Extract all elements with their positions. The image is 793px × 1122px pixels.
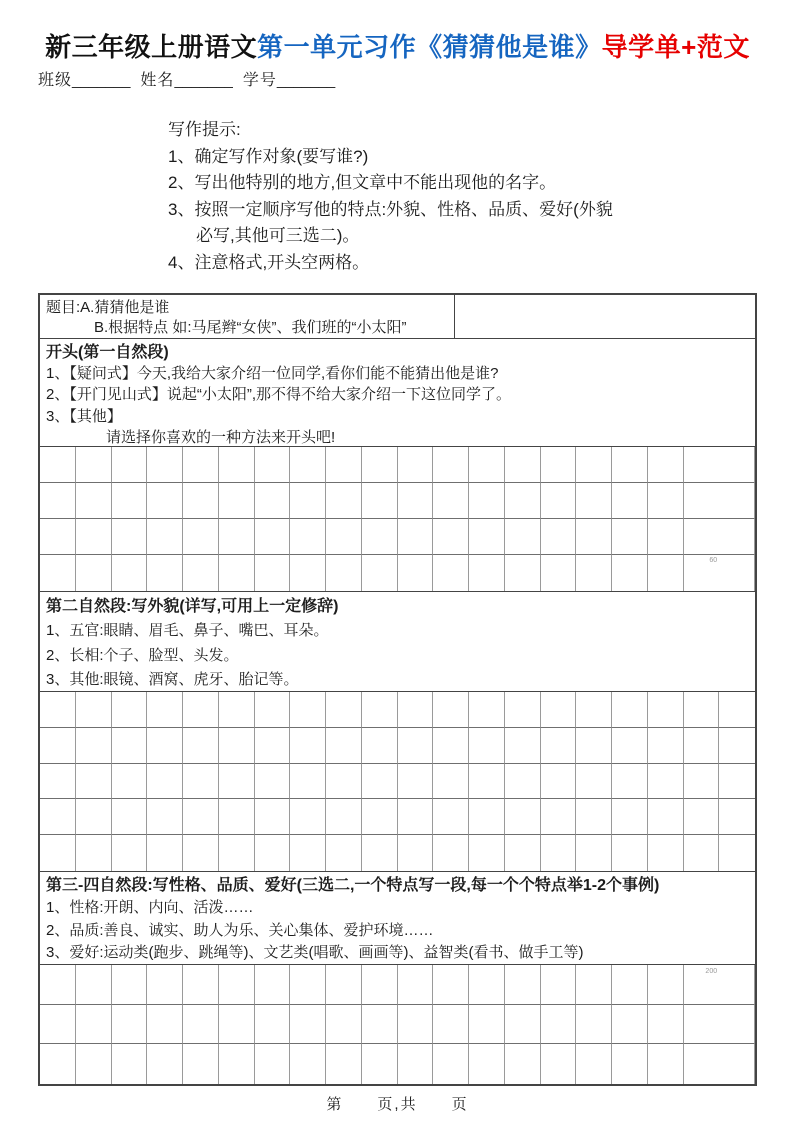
grid-cell: [147, 764, 183, 800]
grid-cell: [76, 1044, 112, 1084]
grid-cell: [433, 692, 469, 728]
grid-cell: [469, 965, 505, 1005]
grid-cell: [255, 799, 291, 835]
grid-cell: [433, 483, 469, 519]
section-appearance-header: 第二自然段:写外貌(详写,可用上一定修辞): [46, 598, 339, 615]
grid-cell: [719, 519, 755, 555]
grid-cell: [469, 835, 505, 871]
section-appearance-line-2: 2、长相:个子、脸型、头发。: [46, 646, 239, 664]
section-appearance-line-1: 1、五官:眼睛、眉毛、鼻子、嘴巴、耳朵。: [46, 622, 329, 640]
grid-cell: [219, 519, 255, 555]
grid-cell: [362, 764, 398, 800]
class-blank: _______: [72, 72, 131, 89]
topic-cell: [40, 295, 455, 338]
section-opening: [40, 339, 755, 447]
title-part-unit: 第一单元习作《猜猜他是谁》: [257, 32, 602, 62]
grid-cell: [76, 519, 112, 555]
tips-line-3: 3、按照一定顺序写他的特点:外貌、性格、品质、爱好(外貌: [168, 199, 613, 219]
grid-cell: [612, 447, 648, 483]
grid-cell: [183, 835, 219, 871]
grid-cell: [433, 835, 469, 871]
section-appearance: [40, 592, 755, 692]
grid-cell: [76, 483, 112, 519]
grid-cell: [112, 1044, 148, 1084]
grid-cell: [219, 692, 255, 728]
grid-cell: [684, 483, 720, 519]
grid-cell: [541, 447, 577, 483]
grid-cell: [219, 764, 255, 800]
grid-cell: [648, 799, 684, 835]
topic-empty-cell: [455, 295, 755, 338]
grid-cell: [469, 728, 505, 764]
grid-cell: [505, 728, 541, 764]
grid-cell: [719, 447, 755, 483]
grid-cell: [290, 692, 326, 728]
grid-cell: [362, 555, 398, 591]
grid-cell: [362, 1044, 398, 1084]
grid-cell: [290, 519, 326, 555]
grid-cell: [648, 835, 684, 871]
grid-cell: [362, 519, 398, 555]
grid-cell: [719, 1044, 755, 1084]
grid-cell: [612, 555, 648, 591]
grid-cell: [40, 519, 76, 555]
section-personality-line-1: 1、性格:开朗、内向、活泼……: [46, 899, 254, 917]
grid-cell: [290, 447, 326, 483]
char-count-marker-200: 200: [705, 968, 718, 975]
writing-tips: [168, 117, 757, 276]
grid-cell: [398, 1044, 434, 1084]
section-personality-line-3: 3、爱好:运动类(跑步、跳绳等)、文艺类(唱歌、画画等)、益智类(看书、做手工等): [46, 944, 584, 962]
grid-cell: [290, 799, 326, 835]
grid-cell: [505, 519, 541, 555]
grid-cell: [255, 447, 291, 483]
grid-cell: [433, 447, 469, 483]
grid-cell: [684, 728, 720, 764]
grid-cell: [326, 1005, 362, 1045]
grid-cell: [648, 483, 684, 519]
grid-cell: [541, 483, 577, 519]
grid-cell: [398, 519, 434, 555]
grid-cell: [576, 447, 612, 483]
grid-cell: [255, 764, 291, 800]
grid-cell: [648, 555, 684, 591]
grid-cell: [362, 692, 398, 728]
grid-cell: [255, 1044, 291, 1084]
grid-cell: [40, 692, 76, 728]
grid-cell: [183, 1005, 219, 1045]
grid-cell: [290, 555, 326, 591]
grid-cell: [505, 1005, 541, 1045]
grid-cell: [326, 447, 362, 483]
grid-cell: [719, 1005, 755, 1045]
grid-cell: [541, 799, 577, 835]
grid-cell: [290, 1044, 326, 1084]
grid-cell: [576, 965, 612, 1005]
grid-cell: [219, 799, 255, 835]
grid-cell: [541, 835, 577, 871]
grid-cell: [76, 835, 112, 871]
grid-cell: [147, 799, 183, 835]
grid-cell: [541, 1005, 577, 1045]
grid-cell: [541, 692, 577, 728]
grid-cell: [326, 835, 362, 871]
grid-cell: [112, 728, 148, 764]
grid-cell: [684, 519, 720, 555]
grid-cell: [576, 555, 612, 591]
grid-cell: [505, 764, 541, 800]
grid-cell: [183, 764, 219, 800]
grid-cell: [541, 1044, 577, 1084]
grid-cell: [505, 1044, 541, 1084]
grid-cell: [255, 835, 291, 871]
grid-cell: [219, 447, 255, 483]
grid-cell: [255, 519, 291, 555]
section-personality-line-2: 2、品质:善良、诚实、助人为乐、关心集体、爱护环境……: [46, 921, 434, 939]
grid-cell: [40, 1005, 76, 1045]
grid-cell: [76, 692, 112, 728]
grid-cell: [505, 555, 541, 591]
section-opening-line-2: 2、【开门见山式】说起“小太阳”,那不得不给大家介绍一下这位同学了。: [46, 386, 512, 404]
grid-cell: [398, 483, 434, 519]
grid-cell: [505, 483, 541, 519]
grid-cell: [612, 965, 648, 1005]
grid-cell: [398, 764, 434, 800]
grid-cell: [612, 483, 648, 519]
tips-line-1: 1、确定写作对象(要写谁?): [168, 146, 369, 166]
grid-cell: [112, 764, 148, 800]
grid-cell: [362, 1005, 398, 1045]
grid-cell: [576, 799, 612, 835]
grid-cell: [112, 483, 148, 519]
grid-cell: [576, 1044, 612, 1084]
grid-cell: [541, 519, 577, 555]
tips-heading: 写作提示:: [168, 120, 241, 139]
grid-cell: [290, 728, 326, 764]
grid-cell: [219, 555, 255, 591]
grid-cell: [362, 728, 398, 764]
grid-cell: [183, 728, 219, 764]
grid-cell: [183, 799, 219, 835]
grid-cell: [719, 483, 755, 519]
grid-cell: [219, 1005, 255, 1045]
section-appearance-line-3: 3、其他:眼镜、酒窝、虎牙、胎记等。: [46, 671, 299, 689]
grid-cell: [183, 555, 219, 591]
grid-cell: [362, 447, 398, 483]
grid-cell: [40, 764, 76, 800]
grid-cell: [40, 483, 76, 519]
writing-grid-personality: [40, 965, 755, 1084]
grid-cell: [398, 447, 434, 483]
grid-cell: [40, 1044, 76, 1084]
grid-cell: [40, 555, 76, 591]
grid-cell: [147, 835, 183, 871]
grid-cell: [326, 519, 362, 555]
grid-cell: [469, 799, 505, 835]
grid-cell: [541, 764, 577, 800]
grid-cell: [147, 1005, 183, 1045]
grid-cell: [183, 483, 219, 519]
grid-cell: [40, 447, 76, 483]
grid-cell: [147, 483, 183, 519]
grid-cell: [576, 519, 612, 555]
class-label: 班级: [38, 72, 73, 89]
grid-cell: [648, 764, 684, 800]
grid-cell: [719, 835, 755, 871]
section-personality: [40, 872, 755, 965]
grid-cell: [76, 799, 112, 835]
grid-cell: [290, 835, 326, 871]
grid-cell: [290, 764, 326, 800]
writing-grid-appearance: [40, 692, 755, 872]
grid-cell: [576, 728, 612, 764]
grid-cell: [362, 483, 398, 519]
grid-cell: [684, 447, 720, 483]
grid-cell: [147, 1044, 183, 1084]
grid-cell: [76, 764, 112, 800]
grid-cell: [398, 799, 434, 835]
grid-cell: [648, 965, 684, 1005]
grid-cell: [684, 1005, 720, 1045]
grid-cell: [541, 728, 577, 764]
grid-cell: [433, 555, 469, 591]
grid-cell: [648, 447, 684, 483]
title-part-type: 导学单+范文: [601, 32, 750, 62]
grid-cell: [219, 728, 255, 764]
grid-cell: [612, 764, 648, 800]
name-label: 姓名: [140, 72, 175, 89]
grid-cell: [147, 555, 183, 591]
grid-cell: [398, 965, 434, 1005]
grid-cell: [648, 1005, 684, 1045]
grid-cell: [183, 1044, 219, 1084]
grid-cell: [40, 965, 76, 1005]
grid-cell: [505, 447, 541, 483]
grid-cell: [183, 519, 219, 555]
title-part-course: 新三年级上册语文: [45, 32, 258, 62]
tips-line-2: 2、写出他特别的地方,但文章中不能出现他的名字。: [168, 173, 557, 192]
grid-cell: [648, 1044, 684, 1084]
grid-cell: [719, 965, 755, 1005]
grid-cell: [505, 965, 541, 1005]
topic-line-1: 题目:A.猜猜他是谁: [46, 299, 170, 316]
section-opening-line-1: 1、【疑问式】今天,我给大家介绍一位同学,看你们能不能猜出他是谁?: [46, 365, 499, 383]
grid-cell: [362, 965, 398, 1005]
grid-cell: [541, 555, 577, 591]
grid-cell: [469, 483, 505, 519]
grid-cell: [469, 447, 505, 483]
grid-cell: [648, 692, 684, 728]
grid-cell: [612, 1005, 648, 1045]
grid-cell: [612, 519, 648, 555]
grid-cell: [576, 692, 612, 728]
grid-cell: [112, 835, 148, 871]
grid-cell: [433, 519, 469, 555]
grid-cell: [684, 764, 720, 800]
grid-cell: [76, 1005, 112, 1045]
grid-cell: [505, 692, 541, 728]
grid-cell: [76, 728, 112, 764]
grid-cell: [719, 764, 755, 800]
grid-cell: [219, 483, 255, 519]
grid-cell: [433, 764, 469, 800]
grid-cell: [469, 1005, 505, 1045]
grid-cell: [576, 483, 612, 519]
grid-cell: [398, 728, 434, 764]
grid-cell: [112, 519, 148, 555]
grid-cell: [684, 1044, 720, 1084]
name-blank: _______: [174, 72, 233, 89]
grid-cell: [255, 965, 291, 1005]
grid-cell: [326, 483, 362, 519]
grid-cell: [40, 728, 76, 764]
grid-cell: [40, 835, 76, 871]
grid-cell: [433, 799, 469, 835]
grid-cell: [76, 965, 112, 1005]
grid-cell: [719, 692, 755, 728]
grid-cell: [326, 799, 362, 835]
grid-cell: [576, 764, 612, 800]
topic-line-2: B.根据特点 如:马尾辫“女侠”、我们班的“小太阳”: [94, 319, 407, 336]
grid-cell: [505, 835, 541, 871]
grid-cell: [76, 555, 112, 591]
student-id-blank: _______: [276, 72, 336, 89]
grid-cell: [183, 692, 219, 728]
section-personality-header: 第三-四自然段:写性格、品质、爱好(三选二,一个特点写一段,每一个个特点举1-2个事例): [46, 877, 660, 894]
grid-cell: [541, 965, 577, 1005]
grid-cell: [290, 483, 326, 519]
grid-cell: [76, 447, 112, 483]
grid-cell: [290, 965, 326, 1005]
grid-cell: [469, 519, 505, 555]
grid-cell: [398, 692, 434, 728]
grid-cell: [398, 835, 434, 871]
tips-line-3-continued: 必写,其他可三选二)。: [196, 226, 360, 245]
grid-cell: [612, 799, 648, 835]
grid-cell: [112, 1005, 148, 1045]
grid-cell: [505, 799, 541, 835]
grid-cell: [147, 692, 183, 728]
grid-cell: [255, 555, 291, 591]
grid-cell: [433, 1044, 469, 1084]
grid-cell: [612, 835, 648, 871]
grid-cell: [648, 728, 684, 764]
grid-cell: [255, 483, 291, 519]
grid-cell: [147, 447, 183, 483]
student-info-line: [38, 67, 757, 91]
grid-cell: [576, 1005, 612, 1045]
grid-cell: [612, 728, 648, 764]
grid-cell: [362, 835, 398, 871]
grid-cell: [326, 764, 362, 800]
student-id-label: 学号: [242, 72, 277, 89]
grid-cell: [719, 799, 755, 835]
grid-cell: [469, 764, 505, 800]
grid-cell: [398, 1005, 434, 1045]
grid-cell: [219, 835, 255, 871]
grid-cell: [684, 835, 720, 871]
section-opening-line-3: 3、【其他】: [46, 407, 122, 425]
grid-cell: [326, 965, 362, 1005]
tips-line-4: 4、注意格式,开头空两格。: [168, 252, 370, 272]
grid-cell: [112, 447, 148, 483]
grid-cell: [433, 965, 469, 1005]
grid-cell: [219, 965, 255, 1005]
grid-cell: [219, 1044, 255, 1084]
grid-cell: [612, 1044, 648, 1084]
grid-cell: [290, 1005, 326, 1045]
grid-cell: [147, 965, 183, 1005]
grid-cell: [719, 728, 755, 764]
grid-cell: [469, 555, 505, 591]
grid-cell: [469, 1044, 505, 1084]
grid-cell: [612, 692, 648, 728]
grid-cell: [326, 1044, 362, 1084]
grid-cell: [433, 728, 469, 764]
grid-cell: [684, 692, 720, 728]
grid-cell: [255, 728, 291, 764]
grid-cell: [684, 799, 720, 835]
grid-cell: [112, 692, 148, 728]
section-opening-header: 开头(第一自然段): [46, 344, 169, 361]
grid-cell: [326, 555, 362, 591]
grid-cell: [255, 692, 291, 728]
grid-cell: [40, 799, 76, 835]
grid-cell: [112, 555, 148, 591]
grid-cell: [255, 1005, 291, 1045]
grid-cell: [147, 519, 183, 555]
grid-cell: [326, 728, 362, 764]
grid-cell: [719, 555, 755, 591]
grid-cell: [362, 799, 398, 835]
grid-cell: [433, 1005, 469, 1045]
grid-cell: [112, 799, 148, 835]
grid-cell: [648, 519, 684, 555]
page-footer: 第 页,共 页: [326, 1096, 469, 1113]
grid-cell: [183, 447, 219, 483]
grid-cell: [112, 965, 148, 1005]
grid-cell: [469, 692, 505, 728]
section-opening-line-4: 请选择你喜欢的一种方法来开头吧!: [106, 428, 336, 446]
char-count-marker-60: 60: [709, 557, 718, 565]
writing-grid-opening: [40, 447, 755, 592]
grid-cell: [147, 728, 183, 764]
grid-cell: [326, 692, 362, 728]
grid-cell: [183, 965, 219, 1005]
topic-row: [40, 295, 755, 339]
grid-cell: [398, 555, 434, 591]
worksheet-table: [38, 293, 757, 1086]
page-title: [38, 27, 757, 61]
grid-cell: [576, 835, 612, 871]
